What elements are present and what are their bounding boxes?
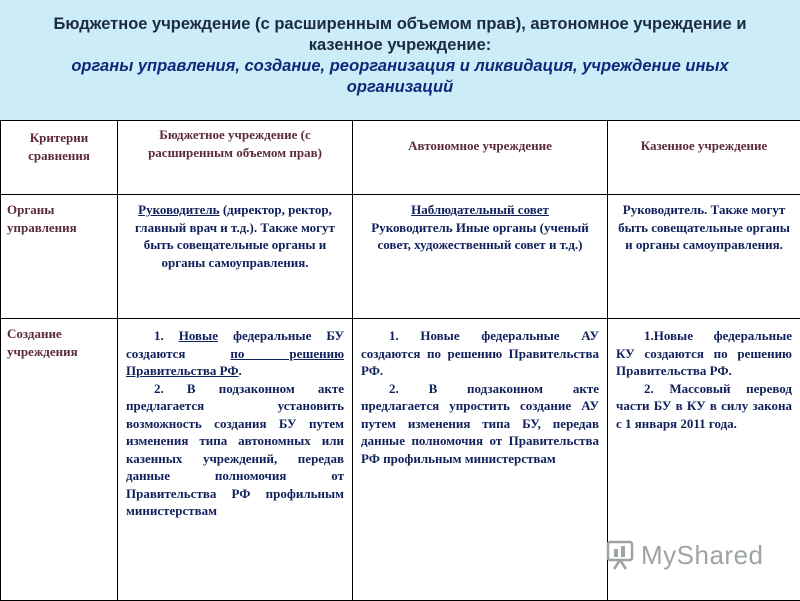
autonomous-creation-p2: 2. В подзаконном акте предлагается упростить создание АУ путем изменения типа БУ, передав данные полномочия от Правительства РФ профильным министерствам [361,380,599,468]
comparison-table [0,120,800,601]
header-criteria: Критерии сравнения [1,121,118,195]
cell-budget-creation [118,319,353,601]
budget-head-rest: (директор, ректор, главный врач и т.д.). Также могут быть совещательные органы и органы самоуправления. [135,202,335,270]
cell-autonomous-creation [353,319,608,601]
state-creation-p1: 1.Новые федеральные КУ создаются по решению Правительства РФ. [616,327,792,380]
header-budget-institution: Бюджетное учреждение (с расширенным объемом прав) [118,121,353,195]
budget-creation-p1 [126,327,344,380]
header-state-institution: Казенное учреждение [608,121,800,195]
slide-header [0,0,800,120]
cell-state-management: Руководитель. Также могут быть совещательные органы и органы самоуправления. [608,195,800,319]
row-label-management: Органы управления [1,195,118,319]
header-autonomous-institution: Автономное учреждение [353,121,608,195]
autonomous-creation-p1: 1. Новые федеральные АУ создаются по решению Правительства РФ. [361,327,599,380]
table-row-management [1,195,800,319]
budget-p1-underlined-decision: по решению Правительства РФ [126,346,344,379]
myshared-watermark [605,535,775,575]
slide-title-line2: органы управления, создание, реорганизация и ликвидация, учреждение иных организаций [16,56,784,98]
state-creation-p2: 2. Массовый перевод части БУ в КУ в силу закона с 1 января 2011 года. [616,380,792,433]
budget-p1-end: . [239,363,242,378]
watermark-text: MyShared [641,540,764,571]
row-label-creation: Создание учреждения [1,319,118,601]
autonomous-management-rest: Руководитель Иные органы (ученый совет, художественный совет и т.д.) [371,220,589,253]
slide-title-line1: Бюджетное учреждение (с расширенным объемом прав), автономное учреждение и казенное учреждение: [16,14,784,56]
autonomous-board-underlined: Наблюдательный совет [411,202,549,217]
budget-p1-middle: федеральные БУ создаются [126,328,344,361]
budget-creation-p2: 2. В подзаконном акте предлагается установить возможность создания БУ путем изменения типа автономных или казенных учреждений, передав данные полномочия от Правительства РФ профильным министерствам [126,380,344,520]
budget-p1-underlined-new: Новые [179,328,218,343]
cell-autonomous-management [353,195,608,319]
cell-budget-management [118,195,353,319]
budget-p1-prefix: 1. [154,328,179,343]
budget-head-underlined: Руководитель [138,202,219,217]
table-header-row [1,121,800,195]
presentation-board-icon [605,539,635,571]
